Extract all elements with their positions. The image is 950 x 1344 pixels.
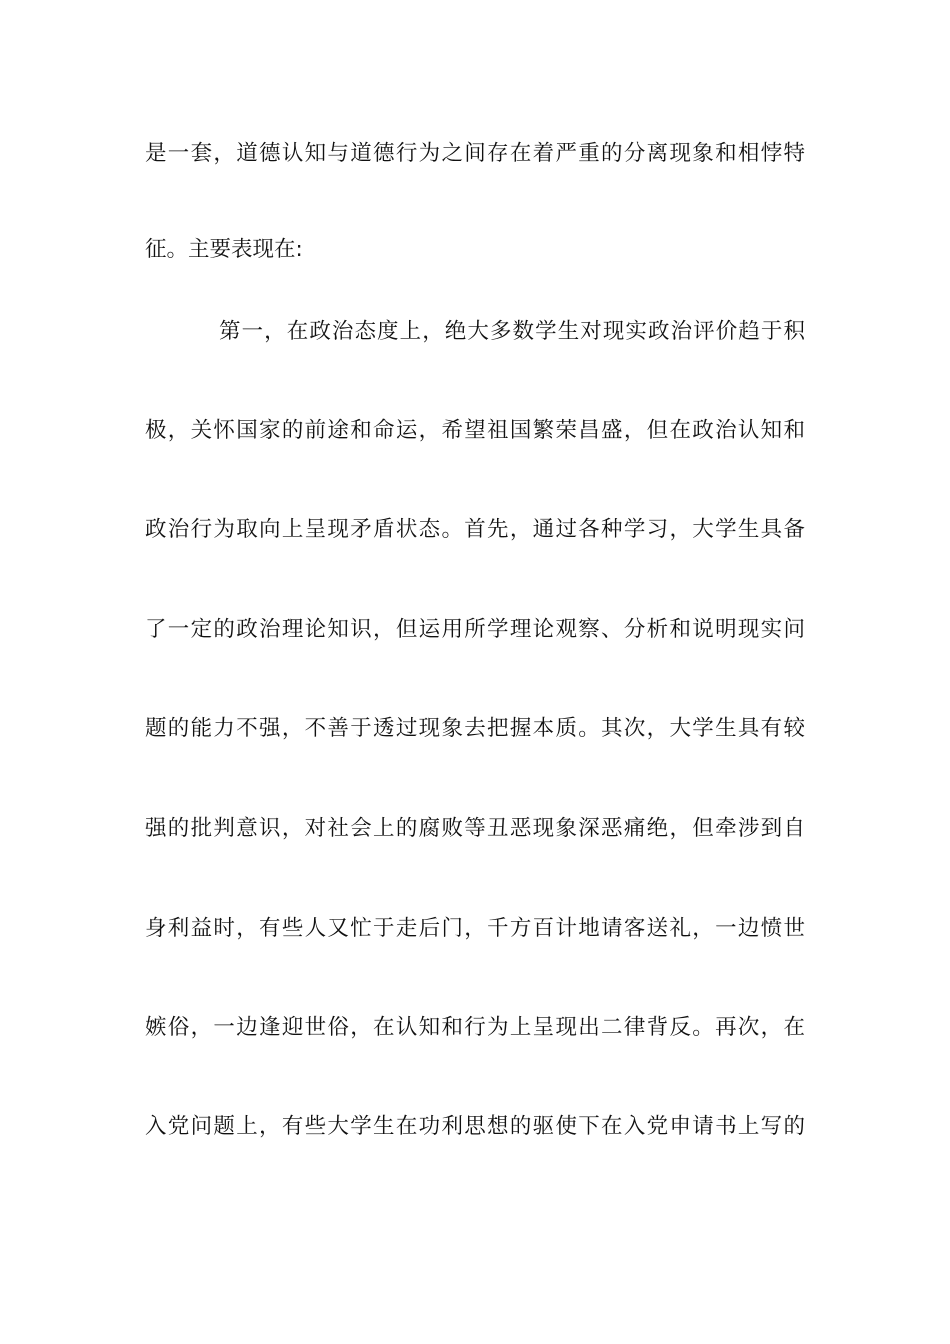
text-line: 了一定的政治理论知识，但运用所学理论观察、分析和说明现实问 xyxy=(145,617,805,642)
text-line: 征。主要表现在: xyxy=(145,237,303,262)
text-line: 题的能力不强，不善于透过现象去把握本质。其次，大学生具有较 xyxy=(145,716,805,741)
text-line: 强的批判意识，对社会上的腐败等丑恶现象深恶痛绝，但牵涉到自 xyxy=(145,816,805,841)
text-line: 入党问题上，有些大学生在功利思想的驱使下在入党申请书上写的 xyxy=(145,1114,805,1139)
text-line: 嫉俗，一边逢迎世俗，在认知和行为上呈现出二律背反。再次，在 xyxy=(145,1015,805,1040)
text-line: 是一套，道德认知与道德行为之间存在着严重的分离现象和相悖特 xyxy=(145,141,805,166)
text-line: 极，关怀国家的前途和命运，希望祖国繁荣昌盛，但在政治认知和 xyxy=(145,418,805,443)
paragraph-first-line: 第一，在政治态度上，绝大多数学生对现实政治评价趋于积 xyxy=(219,319,805,344)
text-line: 政治行为取向上呈现矛盾状态。首先，通过各种学习，大学生具备 xyxy=(145,517,805,542)
text-line: 身利益时，有些人又忙于走后门，千方百计地请客送礼，一边愤世 xyxy=(145,916,805,941)
